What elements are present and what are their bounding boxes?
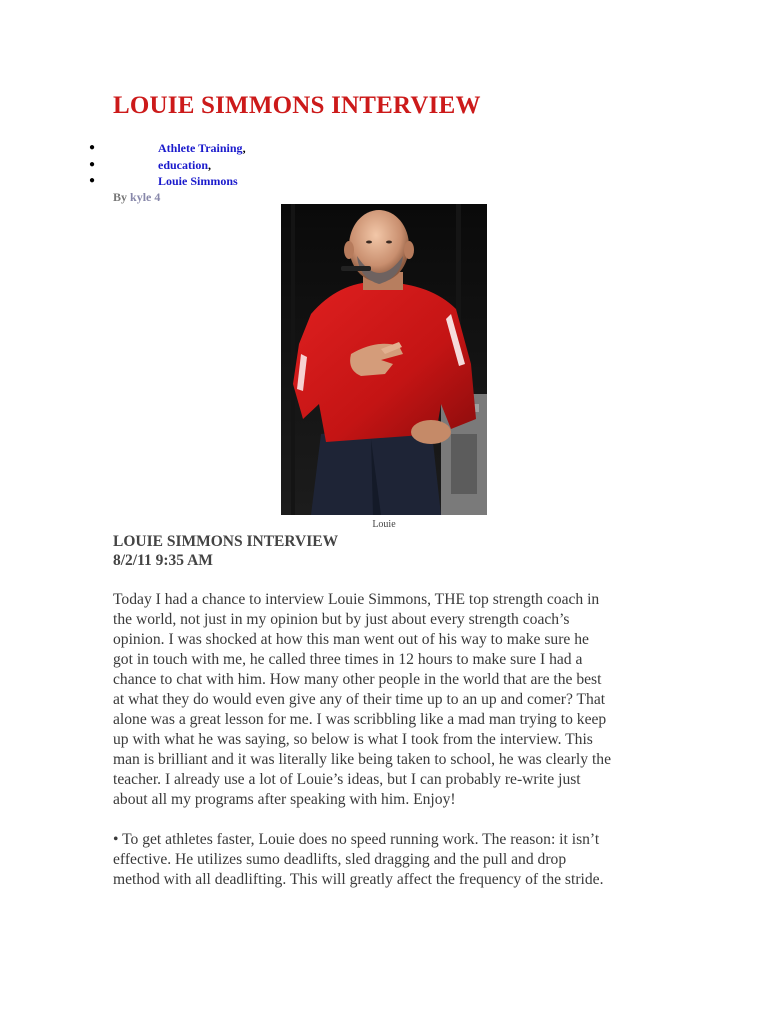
text-line: alone was a great lesson for me. I was scribbling like a mad man trying to keep [113, 711, 607, 728]
text-line: chance to chat with him. How many other people in the world that are the best [113, 671, 602, 688]
text-line: method with all deadlifting. This will greatly affect the frequency of the stride. [113, 871, 604, 888]
text-line: effective. He utilizes sumo deadlifts, sled dragging and the pull and drop [113, 851, 567, 868]
text-line: opinion. I was shocked at how this man went out of his way to make sure he [113, 631, 589, 648]
post-title: LOUIE SIMMONS INTERVIEW [113, 533, 339, 550]
tag-link-louie-simmons[interactable]: Louie Simmons [158, 174, 238, 188]
text-line: man is brilliant and it was literally like being taken to school, he was clearly the [113, 751, 611, 768]
article-photo [281, 204, 487, 515]
text-line: about all my programs after speaking with him. Enjoy! [113, 791, 456, 808]
byline-prefix: By [113, 190, 128, 204]
text-line: at what they do would even give any of their time up to an up and comer? That [113, 691, 606, 708]
text-line: the world, not just in my opinion but by just about every strength coach’s [113, 611, 570, 628]
text-line: got in touch with me, he called three times in 12 hours to make sure I had a [113, 651, 583, 668]
text-line: Today I had a chance to interview Louie Simmons, THE top strength coach in [113, 591, 600, 608]
bullet-icon: ● [89, 142, 96, 153]
paragraph-2 [113, 830, 673, 890]
bullet-icon: ● [89, 158, 96, 170]
paragraph-1 [113, 590, 673, 810]
text-line: teacher. I already use a lot of Louie’s ideas, but I can probably re-write just [113, 771, 581, 788]
author-link[interactable]: kyle 4 [130, 190, 161, 204]
post-datetime: 8/2/11 9:35 AM [113, 552, 213, 569]
text-line: up with what he was saying, so below is what I took from the interview. This [113, 731, 593, 748]
text-line: • To get athletes faster, Louie does no speed running work. The reason: it isn’t [113, 831, 600, 848]
tag-link-athlete-training[interactable]: Athlete Training [158, 141, 243, 155]
photo-caption: Louie [372, 519, 396, 530]
portrait-image [281, 204, 487, 515]
article-page: LOUIE SIMMONS INTERVIEW ● Athlete Training, ● education, ● Louie Simmons By kyle 4 Louie LOUIE SIMMONS INTERVIEW 8/2/11 9:35 AM Today I had a chance to interview Louie Simmons, THE top strength coach in the world, not just in my opinion but by just about every strength coach’s opinion. I was shocked at how this man went out of his way to make sure he got in touch with me, he called three times in 12 hours to make sure I had a chance to chat with him. How many other people in the world that are the best at what they do would even give any of their time up to an up and comer? That alone was a great lesson for me. I was scribbling like a mad man trying to keep up with what he was saying, so below is what I took from the interview. This man is brilliant and it was literally like being taken to school, he was clearly the teacher. I already use a lot of Louie’s ideas, but I can probably re-write just about all my programs after speaking with him. Enjoy! • To get athletes faster, Louie does no speed running work. The reason: it isn’t effective. He utilizes sumo deadlifts, sled dragging and the pull and drop method with all deadlifting. This will greatly affect the frequency of the stride. [0, 0, 768, 1024]
byline [113, 190, 160, 205]
tag-link-education[interactable]: education [158, 157, 209, 172]
bullet-icon: ● [89, 175, 96, 186]
post-header [113, 532, 338, 570]
article-title: LOUIE SIMMONS INTERVIEW [113, 92, 481, 119]
